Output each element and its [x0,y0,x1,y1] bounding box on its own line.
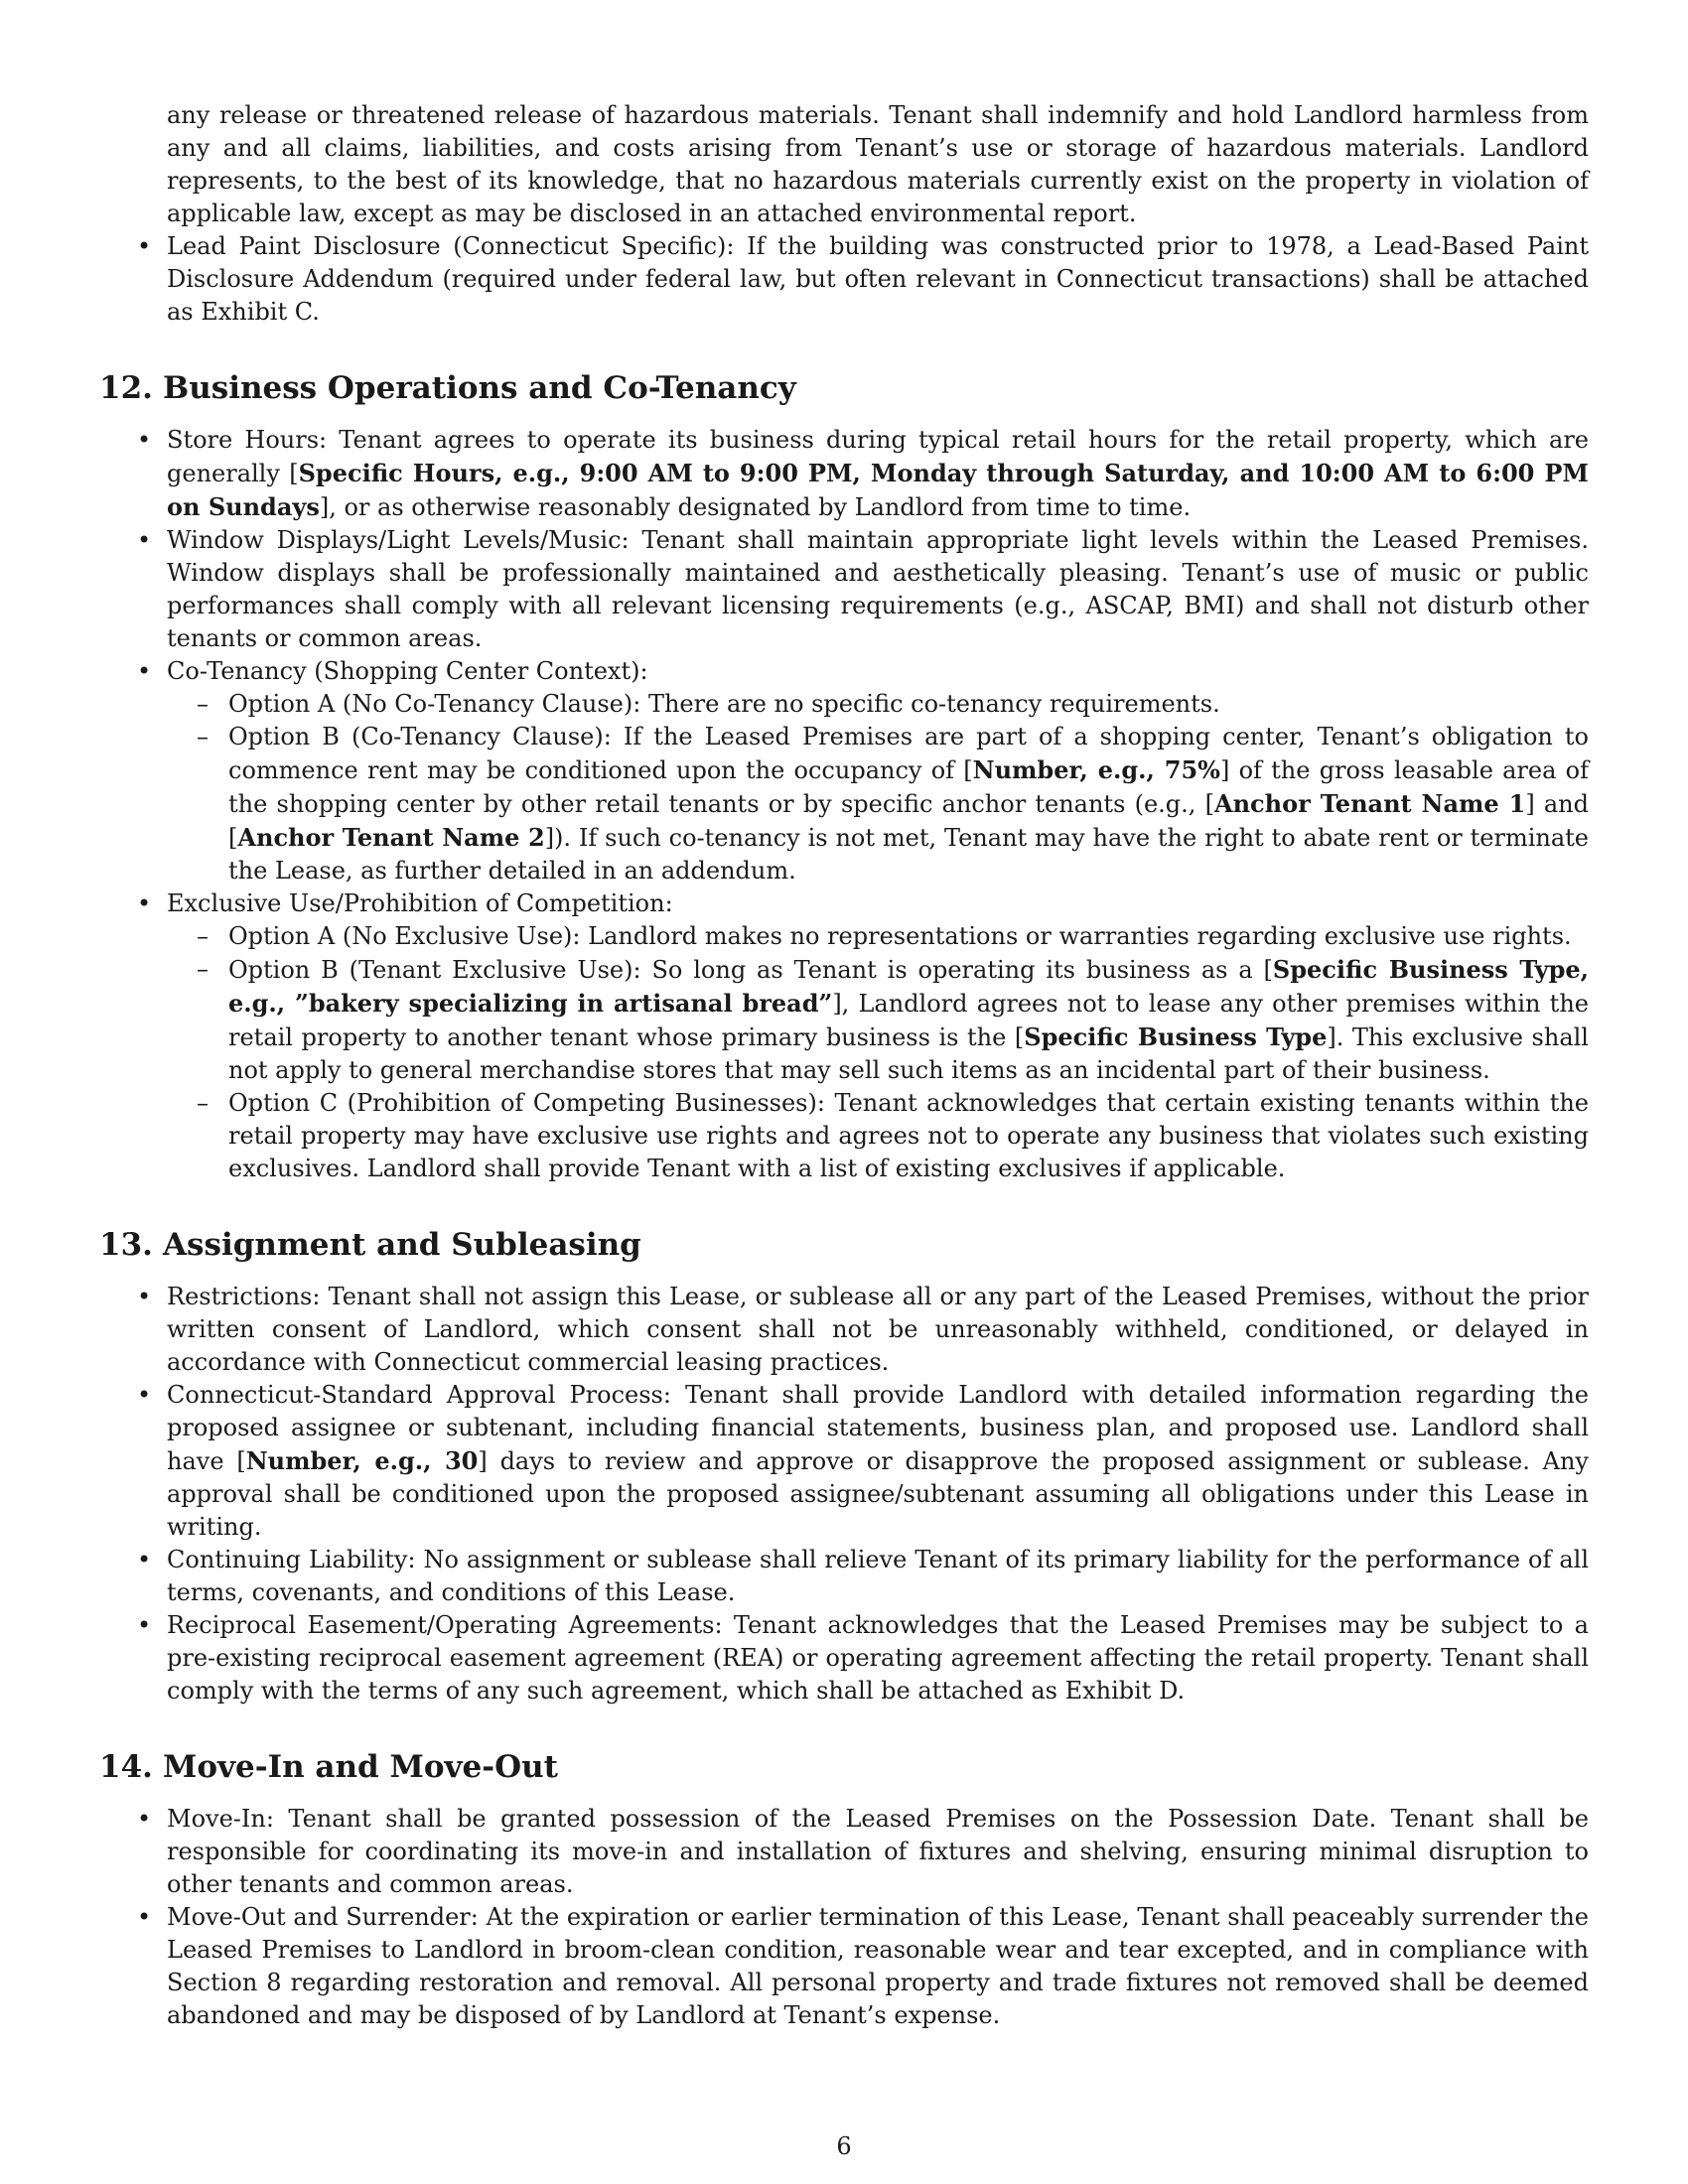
page-content [99,99,1589,2032]
section-13-title: Assignment and Subleasing [163,1227,641,1263]
hazmat-continued-paragraph: any release or threatened release of hazardous materials. Tenant shall indemnify and hold Landlord harmless from any and all claims, liabilities, and costs arising from Tenant’s use or storage of hazardous materials. Landlord represents, to the best of its knowledge, that no hazardous materials currently exist on the property in violation of applicable law, except as may be disclosed in an attached environmental report. [167,101,1589,227]
cotenancy-b-text-3: ] and [ [228,790,1590,852]
section-12-number: 12. [99,370,153,406]
store-hours-text-end: ], or as otherwise reasonably designated by Landlord from time to time. [319,493,1192,521]
exclusive-use-label: Exclusive Use/Prohibition of Competition: [167,889,673,917]
page-number: 6 [836,2132,852,2160]
store-hours-placeholder: Specific Hours, e.g., 9:00 AM to 9:00 PM, Monday through Saturday, and 10:00 AM to 6:00 PM on Sundays [167,459,1589,521]
cotenancy-b-placeholder-3: Anchor Tenant Name 2 [237,823,545,852]
cotenancy-option-a: – Option A (No Co-Tenancy Clause): There are no specific co-tenancy requirements. [167,688,1589,721]
section-14-number: 14. [99,1749,153,1785]
section-13-list [99,1281,1589,1707]
exclusive-use-options [167,920,1589,1185]
cotenancy-item [99,655,1589,887]
cotenancy-label: Co-Tenancy (Shopping Center Context): [167,657,648,685]
cotenancy-b-text-2: ] of the gross leasable area of the shopping center by other retail tenants or by specific anchor tenants (e.g., [ [228,756,1590,818]
approval-text-1: Connecticut-Standard Approval Process: Tenant shall provide Landlord with detailed information regarding the proposed assignee or subtenant, including financial statements, business plan, and proposed use. Landlord shall have [ [167,1381,1589,1475]
store-hours-text: Store Hours: Tenant agrees to operate its business during typical retail hours for the retail property, which are generally [ [167,426,1589,487]
section-13-heading [99,1225,1589,1265]
approval-placeholder: Number, e.g., 30 [245,1446,479,1475]
section-13-number: 13. [99,1227,153,1263]
exclusive-b-placeholder-2: Specific Business Type [1024,1023,1328,1051]
cotenancy-option-b [167,721,1589,887]
exclusive-b-text-1: Option B (Tenant Exclusive Use): So long as Tenant is operating its business as a [ [228,956,1273,984]
section-12-heading [99,368,1589,408]
exclusive-b-placeholder-1: Specific Business Type, e.g., ”bakery specializing in artisanal bread” [228,955,1589,1018]
cotenancy-b-text-1: Option B (Co-Tenancy Clause): If the Leased Premises are part of a shopping center, Tenant’s obligation to commence rent may be conditioned upon the occupancy of [ [228,723,1589,784]
cotenancy-b-text-4: ]). If such co-tenancy is not met, Tenant may have the right to abate rent or terminate the Lease, as further detailed in an addendum. [228,824,1589,885]
lead-paint-item: • Lead Paint Disclosure (Connecticut Specific): If the building was constructed prior to 1978, a Lead-Based Paint Disclosure Addendum (required under federal law, but often relevant in Connecticut transactions) shall be attached as Exhibit C. [99,230,1589,329]
store-hours-item [99,424,1589,524]
intro-bullet-list [99,230,1589,329]
reciprocal-easement-item: • Reciprocal Easement/Operating Agreements: Tenant acknowledges that the Leased Premises may be subject to a pre-existing reciprocal easement agreement (REA) or operating agreement affecting the retail property. Tenant shall comply with the terms of any such agreement, which shall be attached as Exhibit D. [99,1609,1589,1707]
section-12-title: Business Operations and Co-Tenancy [163,370,796,406]
section-14-title: Move-In and Move-Out [163,1749,558,1785]
cotenancy-options [167,688,1589,887]
cotenancy-b-placeholder-1: Number, e.g., 75% [972,755,1220,784]
move-out-item: • Move-Out and Surrender: At the expiration or earlier termination of this Lease, Tenant shall peaceably surrender the Leased Premises to Landlord in broom-clean condition, reasonable wear and tear excepted, and in compliance with Section 8 regarding restoration and removal. All personal property and trade fixtures not removed shall be deemed abandoned and may be disposed of by Landlord at Tenant’s expense. [99,1901,1589,2032]
section-14-list [99,1803,1589,2032]
move-in-item: • Move-In: Tenant shall be granted possession of the Leased Premises on the Possession Date. Tenant shall be responsible for coordinating its move-in and installation of fixtures and shelving, ensuring minimal disruption to other tenants and common areas. [99,1803,1589,1901]
approval-text-2: ] days to review and approve or disapprove the proposed assignment or sublease. Any approval shall be conditioned upon the proposed assignee/subtenant assuming all obligations under this Lease in writing. [167,1447,1589,1541]
cotenancy-b-placeholder-2: Anchor Tenant Name 1 [1213,789,1526,818]
continuing-liability-item: • Continuing Liability: No assignment or sublease shall relieve Tenant of its primary liability for the performance of all terms, covenants, and conditions of this Lease. [99,1544,1589,1609]
section-12-list [99,424,1589,1185]
exclusive-use-item [99,887,1589,1185]
exclusive-option-c: – Option C (Prohibition of Competing Businesses): Tenant acknowledges that certain existing tenants within the retail property may have exclusive use rights and agrees not to operate any business that violates such existing exclusives. Landlord shall provide Tenant with a list of existing exclusives if applicable. [167,1087,1589,1185]
section-14-heading [99,1747,1589,1787]
exclusive-option-a: – Option A (No Exclusive Use): Landlord makes no representations or warranties regarding exclusive use rights. [167,920,1589,953]
exclusive-b-text-3: ]. This exclusive shall not apply to general merchandise stores that may sell such items as an incidental part of their business. [228,1024,1589,1084]
exclusive-option-b [167,953,1589,1087]
approval-process-item [99,1379,1589,1544]
exclusive-b-text-2: ], Landlord agrees not to lease any other premises within the retail property to another tenant whose primary business is the [ [228,990,1589,1051]
restrictions-item: • Restrictions: Tenant shall not assign this Lease, or sublease all or any part of the Leased Premises, without the prior written consent of Landlord, which consent shall not be unreasonably withheld, conditioned, or delayed in accordance with Connecticut commercial leasing practices. [99,1281,1589,1379]
window-displays-item: • Window Displays/Light Levels/Music: Tenant shall maintain appropriate light levels within the Leased Premises. Window displays shall be professionally maintained and aesthetically pleasing. Tenant’s use of music or public performances shall comply with all relevant licensing requirements (e.g., ASCAP, BMI) and shall not disturb other tenants or common areas. [99,524,1589,655]
